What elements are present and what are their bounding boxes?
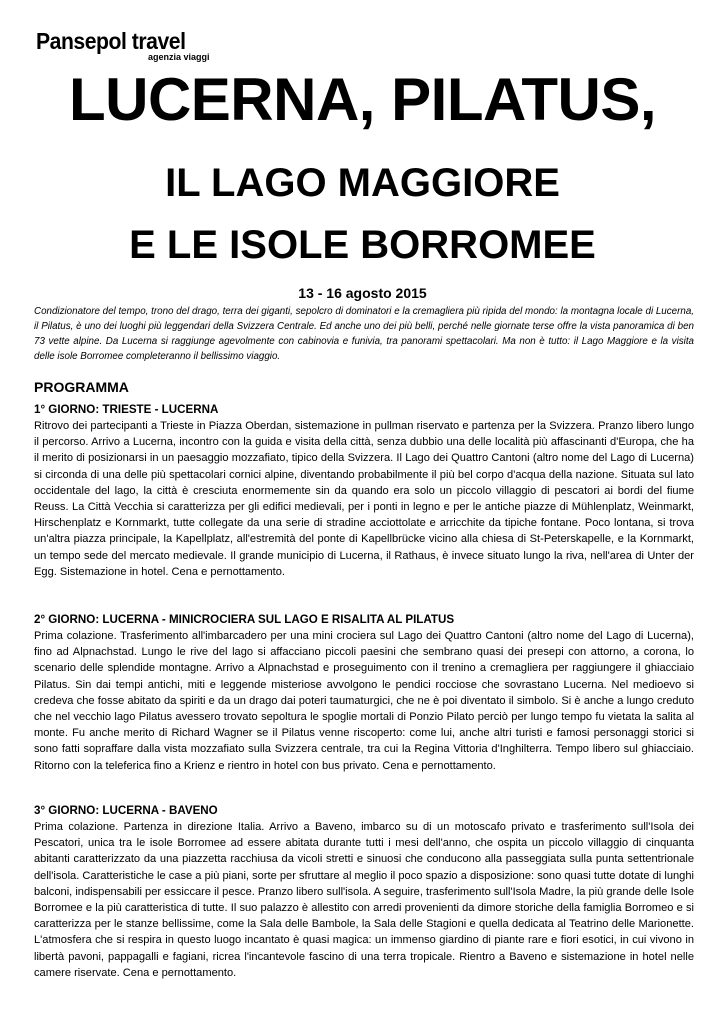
day-title: 1° GIORNO: TRIESTE - LUCERNA bbox=[34, 403, 219, 416]
day-section-1 bbox=[34, 401, 694, 580]
intro-paragraph: Condizionatore del tempo, trono del drago, terra dei giganti, sepolcro di dominatori e la cremagliera più ripida del mondo: la montagna locale di Lucerna, il Pilatus, è uno dei luoghi più leggendari della Svizzera Centrale. Ed anche uno dei più belli, perché nelle giornate terse offre la vista panoramica di ben 73 vette alpine. Da Lucerna si raggiunge agevolmente con cabinovia e funivia, tra panorami spettacolari. Ma non è tutto: il Lago Maggiore e la visita delle isole Borromee completeranno il bellissimo viaggio. bbox=[34, 306, 694, 362]
day-section-3 bbox=[34, 802, 694, 981]
trip-dates: 13 - 16 agosto 2015 bbox=[298, 285, 427, 301]
day-text: Prima colazione. Partenza in direzione Italia. Arrivo a Baveno, imbarco su di un motoscafo privato e trasferimento sull'Isola dei Pescatori, unica tra le isole Borromee ad essere abitata durante tutti i mesi dell'anno, che ospita un piccolo villaggio di cinquanta abitanti caratterizzato da una piazzetta racchiusa da vicoli stretti e sinuosi che conducono alla passeggiata sulla punta settentrionale dell'isola. Caratteristiche le case a più piani, sorte per sfruttare al meglio il poco spazio a disposizione: sono quasi tutte dotate di lunghi balconi, indispensabili per essiccare il pesce. Pranzo libero sull'isola. A seguire, trasferimento sull'Isola Madre, la più grande delle Isole Borromee e la più caratteristica di tutte. Il suo palazzo è allestito con arredi provenienti da dimore storiche della famiglia Borromeo e si caratterizza per le stanze bellissime, come la Sala delle Bambole, la Sala delle Stagioni e quella dedicata al Teatrino delle Marionette. L'atmosfera che si respira in questo luogo incantato è quasi magica: un immenso giardino di piante rare e fiori esotici, in cui vivono in libertà pavoni, pappagalli e fagiani, ricrea l'incantevole fascino di una terra tropicale. Rientro a Baveno e sistemazione in hotel nelle camere riservate. Cena e pernottamento. bbox=[34, 821, 694, 979]
day-text: Ritrovo dei partecipanti a Trieste in Piazza Oberdan, sistemazione in pullman riservato e partenza per la Svizzera. Pranzo libero lungo il percorso. Arrivo a Lucerna, incontro con la guida e visita della città, senza dubbio una delle località più affascinanti d'Europa, che ha il merito di posizionarsi in un paesaggio mozzafiato, tipico della Svizzera. Il Lago dei Quattro Cantoni (altro nome del Lago di Lucerna) si circonda di una delle più spettacolari cornici alpine, diventando probabilmente il più bel corpo d'acqua della nazione. Situata sul lato occidentale del lago, la città è cresciuta enormemente sin da quando era solo un piccolo villaggio di pescatori ai bordi del fiume Reuss. La Città Vecchia si caratterizza per gli edifici medievali, per i ponti in legno e per le antiche piazze di Mühlenplatz, Weinmarkt, Hirschenplatz e Kornmarkt, tutte collegate da una serie di stradine acciottolate e arricchite da tipiche fontane. Poco lontana, si trova un'altra piazza principale, la Kapellplatz, all'estremità del ponte di Kapellbrücke vicino alla chiesa di St-Peterskapelle, e la Kornmarkt, un tempo sede del mercato medievale. Il grande municipio di Lucerna, il Rathaus, è invece situato lungo la riva, nell'area di Unter der Egg. Sistemazione in hotel. Cena e pernottamento. bbox=[34, 420, 694, 578]
page-title-line-1: LUCERNA, PILATUS, bbox=[68, 66, 657, 133]
day-title: 2° GIORNO: LUCERNA - MINICROCIERA SUL LAGO E RISALITA AL PILATUS bbox=[34, 613, 455, 626]
programma-heading: PROGRAMMA bbox=[34, 379, 129, 395]
day-section-2 bbox=[34, 611, 694, 774]
logo-name: Pansepol travel bbox=[36, 28, 186, 54]
day-title: 3° GIORNO: LUCERNA - BAVENO bbox=[34, 804, 218, 817]
day-text: Prima colazione. Trasferimento all'imbarcadero per una mini crociera sul Lago dei Quattro Cantoni (altro nome del Lago di Lucerna), fino ad Alpnachstad. Lungo le rive del lago si affacciano piccoli paesini che sembrano quasi dei presepi con attorno, a corona, lo scenario delle splendide montagne. Arrivo a Alpnachstad e proseguimento con il trenino a cremagliera per raggiungere il ghiacciaio Pilatus. Sin dai tempi antichi, miti e leggende misteriose avvolgono le pendici rocciose che sovrastano Lucerna. Nel medioevo si credeva che fosse abitato da spiriti e da un drago dai poteri taumaturgici, che ne è poi diventato il simbolo. Si è anche a lungo creduto che nel vecchio lago Pilatus avessero trovato sepoltura le spoglie mortali di Ponzio Pilato perciò per lungo tempo fu vietata la salita al monte. Fu anche merito di Richard Wagner se il Pilatus venne riscoperto: come lui, anche altri turisti e famosi personaggi storici si sono fatti sopraffare dalla vista mozzafiato sulla Svizzera centrale, tra cui la Regina Vittoria d'Inghilterra. Tempo libero sul ghiacciaio. Ritorno con la teleferica fino a Krienz e rientro in hotel con bus privato. Cena e pernottamento. bbox=[34, 630, 694, 772]
page-title-line-3: E LE ISOLE BORROMEE bbox=[129, 223, 596, 267]
page-title-line-2: IL LAGO MAGGIORE bbox=[165, 161, 560, 205]
logo-subtitle: agenzia viaggi bbox=[148, 52, 210, 62]
